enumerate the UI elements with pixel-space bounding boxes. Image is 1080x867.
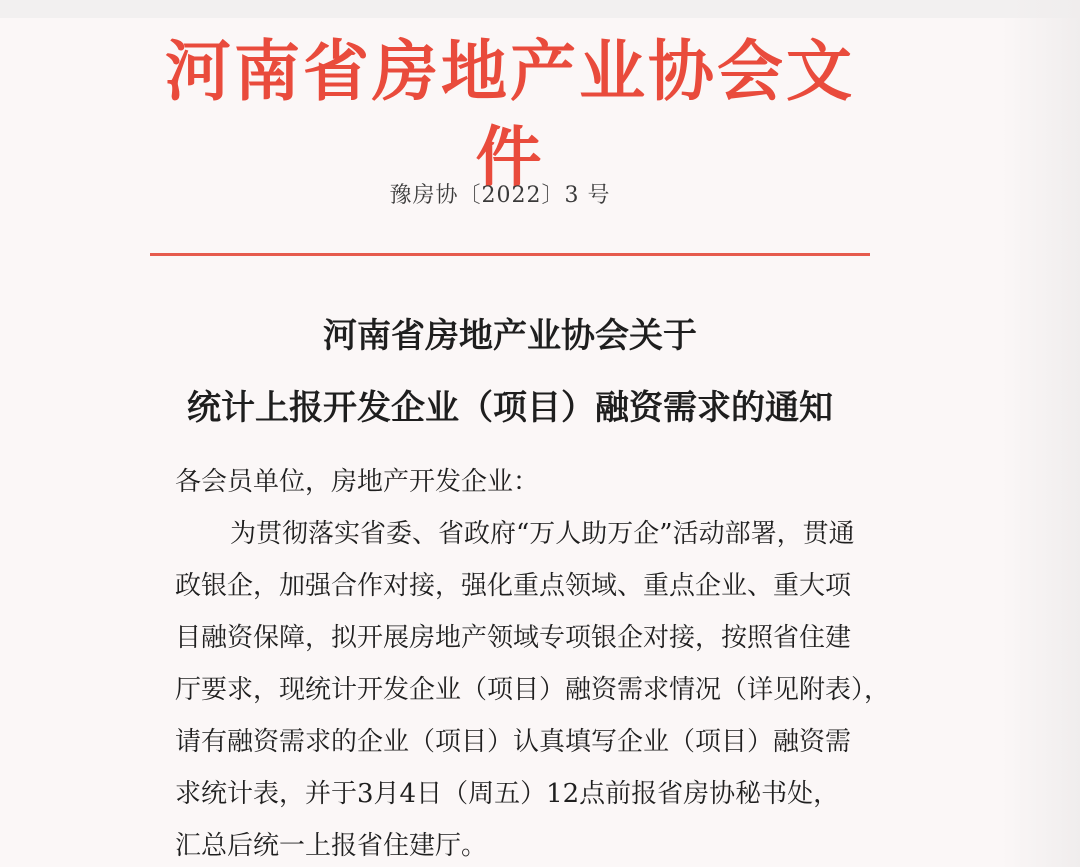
body-line-2: 政银企，加强合作对接，强化重点领域、重点企业、重大项 <box>175 571 852 601</box>
page-right-edge <box>1002 0 1080 867</box>
body-line-7: 汇总后统一上报省住建厅。 <box>175 831 488 861</box>
notice-title-line-2: 统计上报开发企业（项目）融资需求的通知 <box>187 388 833 428</box>
body-line-3: 目融资保障，拟开展房地产领域专项银企对接，按照省住建 <box>175 623 852 653</box>
document-number: 豫房协〔2022〕3 号 <box>389 183 611 208</box>
body-line-6: 求统计表，并于3月4日（周五）12点前报省房协秘书处， <box>175 779 840 809</box>
document-header-title: 河南省房地产业协会文件 <box>165 32 855 196</box>
body-line-4: 厅要求，现统计开发企业（项目）融资需求情况（详见附表）， <box>175 675 891 705</box>
salutation: 各会员单位，房地产开发企业： <box>175 467 540 497</box>
notice-title-line-1: 河南省房地产业协会关于 <box>323 316 697 356</box>
body-line-1: 为贯彻落实省委、省政府“万人助万企”活动部署，贯通 <box>230 519 855 549</box>
header-divider <box>150 253 870 256</box>
page-top-edge <box>0 0 1080 18</box>
body-line-5: 请有融资需求的企业（项目）认真填写企业（项目）融资需 <box>175 727 852 757</box>
